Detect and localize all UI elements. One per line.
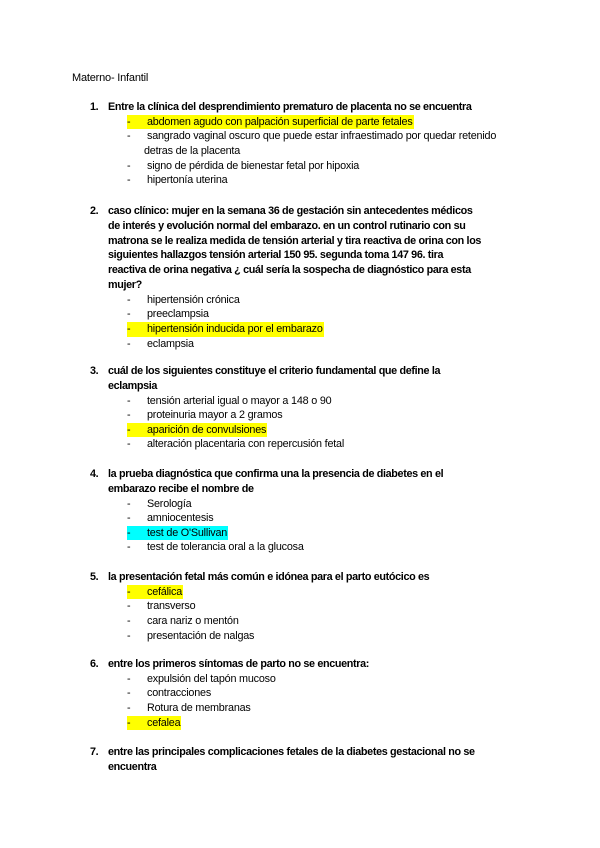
- answer-text: [127, 511, 214, 526]
- answer-option: [127, 540, 530, 555]
- question-number: 1.: [90, 101, 99, 113]
- question-5: [90, 570, 530, 643]
- question-line: mujer?: [108, 278, 142, 291]
- dash-bullet: -: [127, 130, 131, 143]
- answer-option: [127, 159, 530, 174]
- answer-option: [127, 423, 530, 438]
- option-text: sangrado vaginal oscuro que puede estar infraestimado por quedar retenido: [147, 130, 497, 143]
- answer-option: [127, 701, 530, 716]
- dash-bullet: -: [127, 687, 131, 700]
- question-number: 6.: [90, 658, 99, 670]
- answer-text: [127, 614, 240, 629]
- answer-option: [127, 511, 530, 526]
- dash-bullet: -: [127, 394, 131, 407]
- question-2: [90, 204, 530, 351]
- answer-option: [127, 526, 530, 541]
- answer-text: [127, 394, 332, 409]
- question-line: matrona se le realiza medida de tensión arterial y tira reactiva de orina con los: [108, 234, 482, 247]
- question-line: reactiva de orina negativa ¿ cuál sería la sospecha de diagnóstico para esta: [108, 264, 471, 277]
- dash-bullet: -: [127, 629, 131, 642]
- dash-bullet: -: [127, 174, 131, 187]
- question-line: de interés y evolución normal del embarazo. en un control rutinario con su: [108, 219, 466, 232]
- question-number: 3.: [90, 365, 99, 377]
- dash-bullet: -: [127, 322, 131, 335]
- option-list: [127, 394, 530, 452]
- dash-bullet: -: [127, 672, 131, 685]
- question-text: [108, 204, 530, 293]
- answer-option: [127, 497, 530, 512]
- option-text: tensión arterial igual o mayor a 148 o 90: [147, 394, 332, 407]
- answer-text: [127, 173, 228, 188]
- question-line: embarazo recibe el nombre de: [108, 482, 254, 495]
- dash-bullet: -: [127, 701, 131, 714]
- question-line: Entre la clínica del desprendimiento prematuro de placenta no se encuentra: [108, 101, 472, 113]
- answer-option: [127, 129, 530, 158]
- answer-option: [127, 585, 530, 600]
- answer-text: [127, 437, 345, 452]
- answer-option: [127, 629, 530, 644]
- option-text: hipertensión inducida por el embarazo: [147, 322, 323, 335]
- question-number: 5.: [90, 571, 99, 583]
- option-text: signo de pérdida de bienestar fetal por hipoxia: [147, 159, 360, 172]
- question-number: 7.: [90, 746, 99, 758]
- option-text: preeclampsia: [147, 308, 209, 321]
- option-text: amniocentesis: [147, 512, 214, 525]
- dash-bullet: -: [127, 159, 131, 172]
- option-text: aparición de convulsiones: [147, 423, 267, 436]
- answer-option: [127, 115, 530, 130]
- question-number: 4.: [90, 468, 99, 480]
- question-heading: [90, 204, 530, 293]
- dash-bullet: -: [127, 526, 131, 539]
- question-1: [90, 100, 530, 188]
- answer-text: [127, 129, 497, 144]
- option-list: [127, 585, 530, 643]
- answer-option: [127, 408, 530, 423]
- answer-option: [127, 394, 530, 409]
- question-6: [90, 657, 530, 730]
- question-text: [108, 570, 530, 585]
- answer-option: [127, 716, 530, 731]
- option-list: [127, 497, 530, 555]
- answer-text: [127, 540, 305, 555]
- answer-option: [127, 686, 530, 701]
- question-line: siguientes hallazgos tensión arterial 150 95. segunda toma 147 96. tira: [108, 249, 444, 262]
- option-text: cara nariz o mentón: [147, 614, 239, 627]
- question-text: [108, 467, 530, 497]
- highlighted-answer: [127, 322, 324, 337]
- question-line: la prueba diagnóstica que confirma una la presencia de diabetes en el: [108, 468, 444, 480]
- question-line: entre los primeros síntomas de parto no se encuentra:: [108, 658, 370, 670]
- question-number: 2.: [90, 205, 99, 217]
- question-text: [108, 100, 530, 115]
- answer-text: [127, 629, 255, 644]
- option-text: abdomen agudo con palpación superficial de parte fetales: [147, 115, 413, 128]
- highlighted-answer: [127, 423, 267, 438]
- question-text: [108, 745, 530, 775]
- option-list: [127, 115, 530, 188]
- option-text: Serología: [147, 497, 192, 510]
- question-heading: [90, 745, 530, 775]
- option-list: [127, 293, 530, 351]
- highlighted-answer: [127, 115, 414, 130]
- answer-text: [127, 599, 196, 614]
- question-text: [108, 364, 530, 394]
- dash-bullet: -: [127, 541, 131, 554]
- answer-option: [127, 293, 530, 308]
- dash-bullet: -: [127, 409, 131, 422]
- answer-option: [127, 337, 530, 352]
- option-text: transverso: [147, 600, 196, 613]
- answer-option: [127, 307, 530, 322]
- answer-text: [127, 701, 252, 716]
- question-line: eclampsia: [108, 379, 158, 392]
- highlighted-answer: [127, 585, 183, 600]
- option-list: [127, 672, 530, 730]
- option-text: eclampsia: [147, 337, 194, 350]
- question-heading: [90, 657, 530, 672]
- question-heading: [90, 364, 530, 394]
- question-text: [108, 657, 530, 672]
- option-text: expulsión del tapón mucoso: [147, 672, 276, 685]
- option-text: hipertonía uterina: [147, 174, 228, 187]
- answer-text: [127, 672, 277, 687]
- dash-bullet: -: [127, 308, 131, 321]
- dash-bullet: -: [127, 512, 131, 525]
- option-text: cefalea: [147, 716, 181, 729]
- answer-text: [127, 337, 195, 352]
- answer-option: [127, 173, 530, 188]
- answer-text: [127, 497, 192, 512]
- question-line: caso clínico: mujer en la semana 36 de gestación sin antecedentes médicos: [108, 205, 473, 217]
- answer-option: [127, 437, 530, 452]
- question-line: encuentra: [108, 760, 157, 773]
- answer-text: [127, 307, 210, 322]
- question-heading: [90, 467, 530, 497]
- question-heading: [90, 570, 530, 585]
- dash-bullet: -: [127, 115, 131, 128]
- option-text: Rotura de membranas: [147, 701, 251, 714]
- dash-bullet: -: [127, 438, 131, 451]
- question-3: [90, 364, 530, 452]
- question-7: [90, 745, 530, 775]
- document-title: Materno- Infantil: [72, 72, 149, 84]
- question-line: la presentación fetal más común e idónea para el parto eutócico es: [108, 571, 430, 583]
- option-continuation: detras de la placenta: [144, 144, 241, 157]
- option-text: presentación de nalgas: [147, 629, 255, 642]
- question-4: [90, 467, 530, 555]
- answer-option: [127, 322, 530, 337]
- dash-bullet: -: [127, 337, 131, 350]
- answer-text: [127, 686, 212, 701]
- highlighted-answer: [127, 716, 181, 731]
- dash-bullet: -: [127, 293, 131, 306]
- option-text: test de tolerancia oral a la glucosa: [147, 541, 304, 554]
- answer-option: [127, 672, 530, 687]
- option-text: cefálica: [147, 585, 183, 598]
- answer-text: [127, 159, 360, 174]
- question-heading: [90, 100, 530, 115]
- option-text: alteración placentaria con repercusión fetal: [147, 438, 345, 451]
- option-text: proteinuria mayor a 2 gramos: [147, 409, 283, 422]
- answer-text: [127, 293, 241, 308]
- dash-bullet: -: [127, 497, 131, 510]
- option-text: test de O'Sullivan: [147, 526, 228, 539]
- answer-text: [127, 408, 283, 423]
- highlighted-answer: [127, 526, 228, 541]
- answer-option: [127, 614, 530, 629]
- dash-bullet: -: [127, 600, 131, 613]
- dash-bullet: -: [127, 423, 131, 436]
- dash-bullet: -: [127, 614, 131, 627]
- dash-bullet: -: [127, 716, 131, 729]
- question-line: cuál de los siguientes constituye el criterio fundamental que define la: [108, 365, 441, 377]
- option-text: contracciones: [147, 687, 212, 700]
- answer-option: [127, 599, 530, 614]
- question-line: entre las principales complicaciones fetales de la diabetes gestacional no se: [108, 746, 475, 758]
- option-text: hipertensión crónica: [147, 293, 240, 306]
- dash-bullet: -: [127, 585, 131, 598]
